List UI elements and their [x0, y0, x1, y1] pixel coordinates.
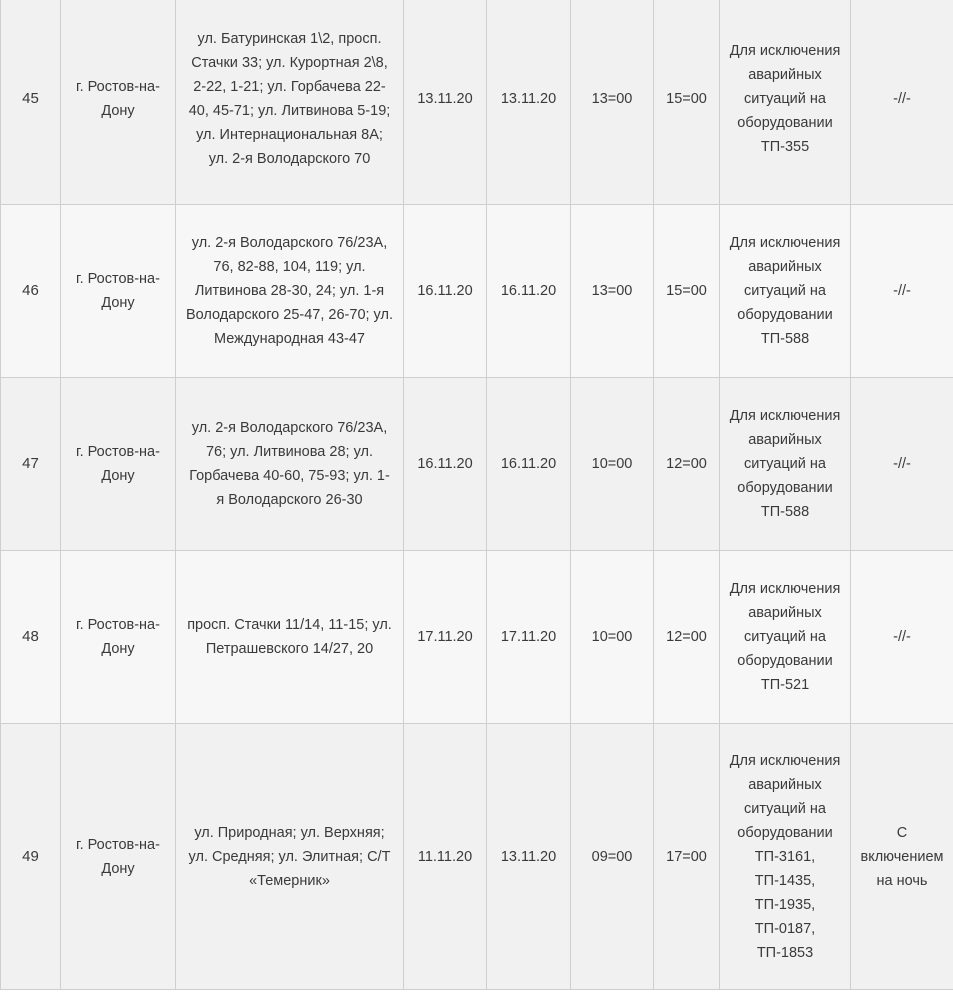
- end-date-cell: 13.11.20: [487, 0, 571, 205]
- city-cell: г. Ростов-на-Дону: [61, 0, 176, 205]
- reason-cell: Для исключения аварийных ситуаций на оборудовании ТП-588: [720, 205, 851, 378]
- end-time-cell: 12=00: [654, 378, 720, 551]
- note-cell: -//-: [851, 378, 953, 551]
- table-row: [1, 205, 953, 378]
- row-number: 48: [1, 551, 61, 724]
- end-date-cell: 17.11.20: [487, 551, 571, 724]
- reason-cell: Для исключения аварийных ситуаций на оборудовании ТП-521: [720, 551, 851, 724]
- start-date-cell: 13.11.20: [404, 0, 487, 205]
- end-time-cell: 12=00: [654, 551, 720, 724]
- start-time-cell: 09=00: [571, 724, 654, 990]
- note-cell: -//-: [851, 205, 953, 378]
- row-number: 47: [1, 378, 61, 551]
- address-cell: просп. Стачки 11/14, 11-15; ул. Петрашевского 14/27, 20: [176, 551, 404, 724]
- end-date-cell: 16.11.20: [487, 205, 571, 378]
- start-date-cell: 16.11.20: [404, 205, 487, 378]
- table-row: [1, 378, 953, 551]
- address-cell: ул. 2-я Володарского 76/23А, 76, 82-88, 104, 119; ул. Литвинова 28-30, 24; ул. 1-я Володарского 25-47, 26-70; ул. Международная 43-47: [176, 205, 404, 378]
- reason-cell: Для исключения аварийных ситуаций на оборудовании ТП-3161, ТП-1435, ТП-1935, ТП-0187, ТП-1853: [720, 724, 851, 990]
- address-cell: ул. 2-я Володарского 76/23А, 76; ул. Литвинова 28; ул. Горбачева 40-60, 75-93; ул. 1-я Володарского 26-30: [176, 378, 404, 551]
- address-cell: ул. Батуринская 1\2, просп. Стачки 33; ул. Курортная 2\8, 2-22, 1-21; ул. Горбачева 22-40, 45-71; ул. Литвинова 5-19; ул. Интернациональная 8А; ул. 2-я Володарского 70: [176, 0, 404, 205]
- address-cell: ул. Природная; ул. Верхняя; ул. Средняя; ул. Элитная; С/Т «Темерник»: [176, 724, 404, 990]
- table-row: [1, 551, 953, 724]
- row-number: 46: [1, 205, 61, 378]
- start-date-cell: 17.11.20: [404, 551, 487, 724]
- start-time-cell: 10=00: [571, 378, 654, 551]
- reason-cell: Для исключения аварийных ситуаций на оборудовании ТП-355: [720, 0, 851, 205]
- end-time-cell: 15=00: [654, 0, 720, 205]
- note-cell: -//-: [851, 551, 953, 724]
- city-cell: г. Ростов-на-Дону: [61, 724, 176, 990]
- start-date-cell: 11.11.20: [404, 724, 487, 990]
- start-date-cell: 16.11.20: [404, 378, 487, 551]
- start-time-cell: 13=00: [571, 205, 654, 378]
- table-row: [1, 0, 953, 205]
- reason-cell: Для исключения аварийных ситуаций на оборудовании ТП-588: [720, 378, 851, 551]
- start-time-cell: 13=00: [571, 0, 654, 205]
- end-date-cell: 16.11.20: [487, 378, 571, 551]
- end-time-cell: 15=00: [654, 205, 720, 378]
- row-number: 45: [1, 0, 61, 205]
- note-cell: -//-: [851, 0, 953, 205]
- city-cell: г. Ростов-на-Дону: [61, 378, 176, 551]
- start-time-cell: 10=00: [571, 551, 654, 724]
- end-time-cell: 17=00: [654, 724, 720, 990]
- end-date-cell: 13.11.20: [487, 724, 571, 990]
- table-row: [1, 724, 953, 990]
- note-cell: С включением на ночь: [851, 724, 953, 990]
- row-number: 49: [1, 724, 61, 990]
- city-cell: г. Ростов-на-Дону: [61, 551, 176, 724]
- city-cell: г. Ростов-на-Дону: [61, 205, 176, 378]
